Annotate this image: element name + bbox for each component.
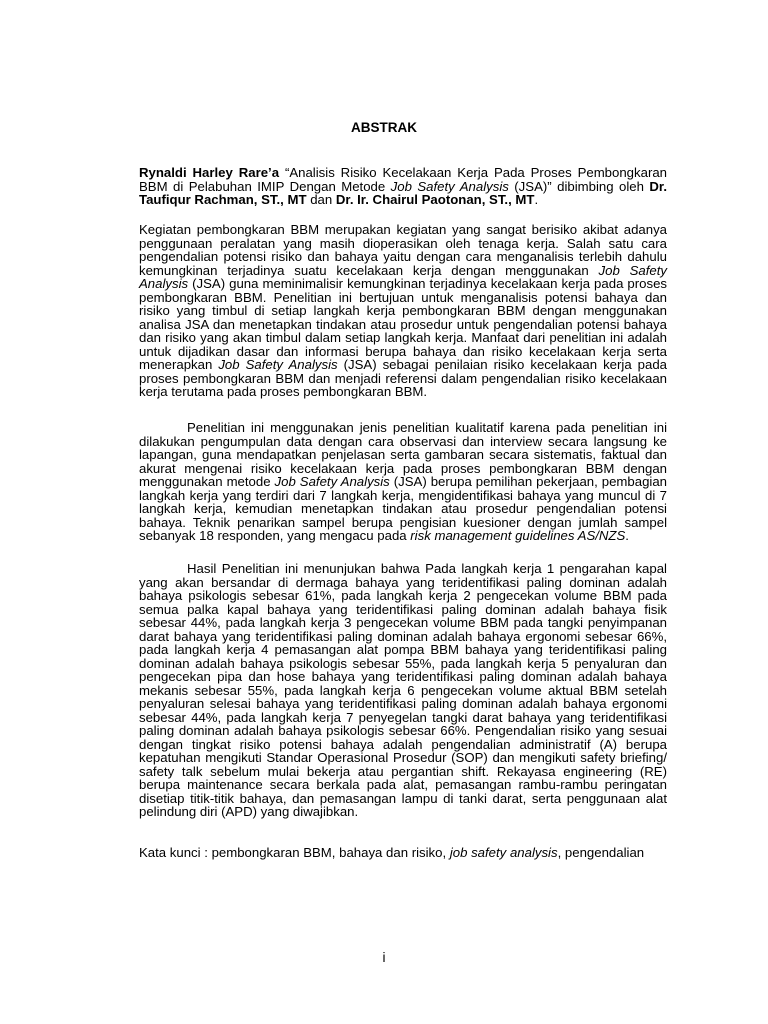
citation-end: . [534,192,539,207]
keywords [139,846,667,860]
keywords-text-a: Kata kunci : pembongkaran BBM, bahaya dan risiko, [139,845,450,860]
page-number: i [382,950,386,965]
p2-italic-b: Job Safety Analysis [274,474,390,489]
p1-text-c: (JSA) guna meminimalisir kemungkinan terjadinya kecelakaan kerja pada proses pembongkaran BBM. Penelitian ini bertujuan untuk menganalisis potensi bahaya dan risiko yang timbul di setiap langkah kerja pembongkaran BBM dengan menggunakan analisa JSA dan menetapkan tindakan atau prosedur untuk pengendalian potensi bahaya dan risiko yang akan timbul dalam setiap langkah kerja. Manfaat dari penelitian ini adalah untuk dijadikan dasar dan informasi berupa bahaya dan risiko kecelakaan kerja serta menerapkan [139,276,667,372]
abstract-paragraph-2 [139,421,667,543]
p2-text-e: . [625,528,629,543]
abstract-paragraph-1 [139,223,667,399]
p2-text-c: (JSA) berupa pemilihan pekerjaan, pembagian langkah kerja yang terdiri dari 7 langkah kerja, mengidentifikasi bahaya yang muncul di 7 langkah kerja, kemudian menetapkan tindakan atau prosedur pengendalian potensi bahaya. Teknik penarikan sampel berupa pengisian kuesioner dengan jumlah sampel sebanyak 18 responden, yang mengacu pada [139,474,668,543]
p2-italic-d: risk management guidelines AS/NZS [410,528,626,543]
p1-italic-b: Job Safety Analysis [139,262,667,291]
p3-text: Hasil Penelitian ini menunjukan bahwa Pada langkah kerja 1 pengarahan kapal yang akan bersandar di dermaga bahaya yang teridentifikasi paling dominan adalah bahaya psikologis sebesar 61%, pada langkah kerja 2 pengecekan volume BBM pada semua palka kapal bahaya yang teridentifikasi paling dominan adalah bahaya fisik sebesar 44%, pada langkah kerja 3 pengecekan volume BBM pada tangki penyimpanan darat bahaya yang teridentifikasi paling dominan adalah bahaya ergonomi sebesar 66%, pada langkah kerja 4 pemasangan alat pompa BBM bahaya yang teridentifikasi paling dominan adalah bahaya psikologis sebesar 55%, pada langkah kerja 5 penyaluran dan pengecekan pipa dan hose bahaya yang teridentifikasi paling dominan adalah bahaya mekanis sebesar 55%, pada langkah kerja 6 pengecekan volume aktual BBM setelah penyaluran selesai bahaya yang teridentifikasi paling dominan adalah bahaya ergonomi sebesar 44%, pada langkah kerja 7 penyegelan tangki darat bahaya yang teridentifikasi paling dominan adalah bahaya psikologis sebesar 66%. Pengendalian risiko yang sesuai dengan tingkat risiko potensi bahaya adalah pengendalian administratif (A) berupa kepatuhan mengikuti Standar Operasional Prosedur (SOP) dan mengikuti safety briefing/ safety talk sebelum mulai bekerja atau pergantian shift. Rekayasa engineering (RE) berupa maintenance secara berkala pada alat, pemasangan rambu-rambu peringatan disetiap titik-titik bahaya, dan pemasangan lampu di tanki darat, serta penggunaan alat pelindung diri (APD) yang diwajibkan. [139,561,667,819]
p1-text-e: (JSA) sebagai penilaian risiko kecelakaan kerja pada proses pembongkaran BBM dan menjadi referensi dalam pengendalian risiko kecelakaan kerja terutama pada proses pembongkaran BBM. [139,357,667,399]
citation-paragraph [139,166,667,207]
thesis-title-text: “Analisis Risiko Kecelakaan Kerja Pada Proses Pembongkaran BBM di Pelabuhan IMIP Dengan Metode [139,165,668,194]
citation-text: (JSA)” dibimbing oleh [508,178,650,194]
advisor-1: Dr. Taufiqur Rachman, ST., MT [139,178,667,207]
citation-conjunction: dan [306,192,336,207]
keywords-italic: job safety analysis [449,845,558,860]
p1-text-a: Kegiatan pembongkaran BBM merupakan kegiatan yang sangat berisiko akibat adanya penggunaan peralatan yang masih dioperasikan oleh tenaga kerja. Salah satu cara pengendalian potensi risiko dan bahaya yaitu dengan cara menganalisis terlebih dahulu kemungkinan terjadinya suatu kecelakaan kerja dengan menggunakan [139,222,667,278]
abstract-title: ABSTRAK [351,120,417,135]
author-name: Rynaldi Harley Rare’a [139,165,280,180]
p2-text-a: Penelitian ini menggunakan jenis penelitian kualitatif karena pada penelitian ini dilakukan pengumpulan data dengan cara observasi dan interview secara langsung ke lapangan, guna mendapatkan penjelasan serta gambaran secara sistematis, faktual dan akurat mengenai risiko kecelakaan kerja pada proses pembongkaran BBM dengan menggunakan metode [139,420,667,489]
abstract-paragraph-3 [139,562,667,819]
keywords-text-c: , pengendalian [557,845,645,860]
method-name: Job Safety Analysis [390,178,509,194]
advisor-2: Dr. Ir. Chairul Paotonan, ST., MT [335,192,535,207]
p1-italic-d: Job Safety Analysis [218,357,338,372]
